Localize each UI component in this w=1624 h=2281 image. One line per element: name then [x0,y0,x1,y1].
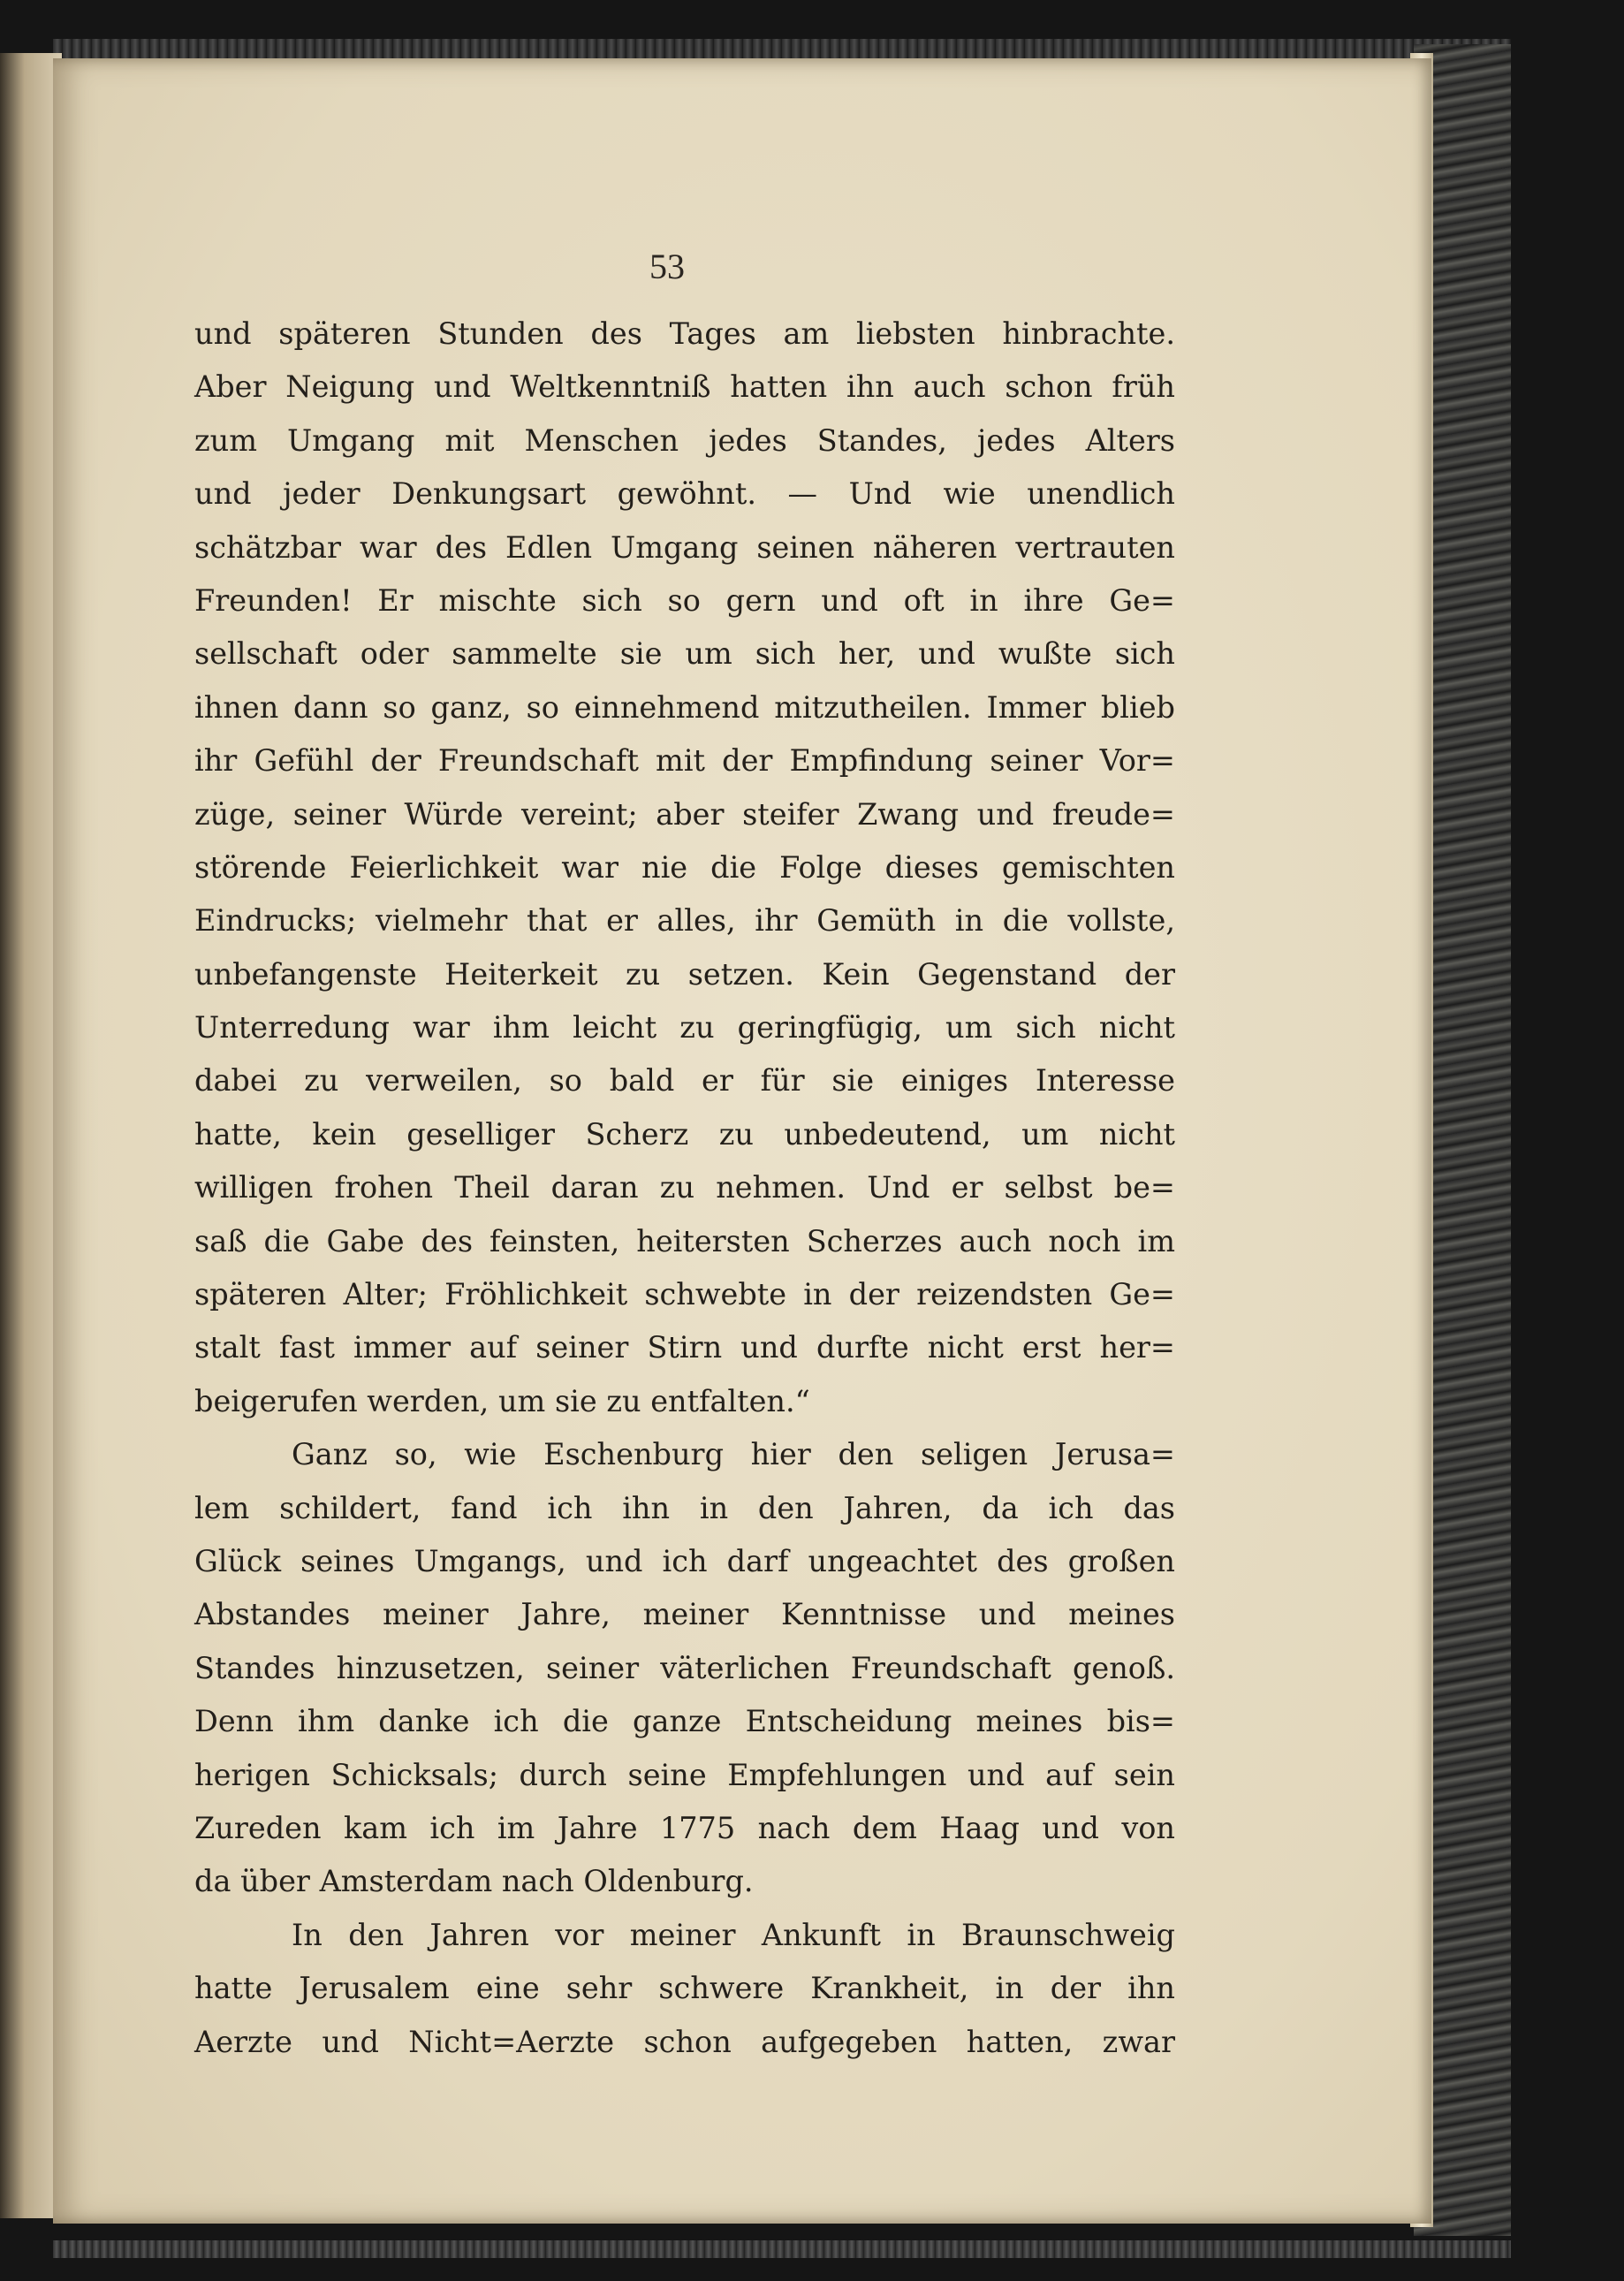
text-line: schätzbar war des Edlen Umgang seinen näheren vertrauten [194,529,1175,565]
text-line: züge, seiner Würde vereint; aber steifer Zwang und freude= [194,796,1175,832]
text-line: sellschaft oder sammelte sie um sich her, und wußte sich [194,636,1175,672]
page-number: 53 [649,247,685,286]
text-line: hatte Jerusalem eine sehr schwere Krankheit, in der ihn [194,1971,1175,2006]
book-top-edge [53,39,1511,58]
text-line: Freunden! Er mischte sich so gern und oft in ihre Ge= [194,582,1175,618]
text-line: störende Feierlichkeit war nie die Folge dieses gemischten [194,849,1175,885]
text-line: willigen frohen Theil daran zu nehmen. Und er selbst be= [194,1170,1175,1205]
text-line: stalt fast immer auf seiner Stirn und durfte nicht erst her= [194,1330,1175,1365]
text-line: Glück seines Umgangs, und ich darf ungeachtet des großen [194,1543,1175,1578]
text-line: Aber Neigung und Weltkenntniß hatten ihn auch schon früh [194,369,1175,405]
text-line: hatte, kein geselliger Scherz zu unbedeutend, um nicht [194,1116,1175,1152]
paragraph-first-line: In den Jahren vor meiner Ankunft in Braunschweig [292,1917,1175,1952]
text-line: ihr Gefühl der Freundschaft mit der Empfindung seiner Vor= [194,743,1175,779]
text-line: da über Amsterdam nach Oldenburg. [194,1864,754,1899]
text-line: dabei zu verweilen, so bald er für sie einiges Interesse [194,1063,1175,1099]
text-line: Eindrucks; vielmehr that er alles, ihr Gemüth in die vollste, [194,903,1175,939]
text-line: und späteren Stunden des Tages am liebsten hinbrachte. [194,316,1175,351]
book-bottom-edge [53,2240,1511,2258]
text-line: beigerufen werden, um sie zu entfalten.“ [194,1383,810,1418]
text-line: Unterredung war ihm leicht zu geringfügig, um sich nicht [194,1010,1175,1045]
text-line: lem schildert, fand ich ihn in den Jahren, da ich das [194,1490,1175,1525]
text-line: Aerzte und Nicht=Aerzte schon aufgegeben hatten, zwar [194,2024,1175,2059]
text-line: Denn ihm danke ich die ganze Entscheidung meines bis= [194,1704,1175,1739]
text-line: zum Umgang mit Menschen jedes Standes, jedes Alters [194,422,1175,458]
paragraph-first-line: Ganz so, wie Eschenburg hier den seligen Jerusa= [292,1437,1175,1472]
text-line: unbefangenste Heiterkeit zu setzen. Kein Gegenstand der [194,956,1175,992]
text-line: späteren Alter; Fröhlichkeit schwebte in der reizendsten Ge= [194,1277,1175,1312]
text-line: Abstandes meiner Jahre, meiner Kenntnisse und meines [194,1597,1175,1632]
text-line: Standes hinzusetzen, seiner väterlichen Freundschaft genoß. [194,1650,1175,1685]
text-line: und jeder Denkungsart gewöhnt. — Und wie unendlich [194,476,1175,512]
text-line: herigen Schicksals; durch seine Empfehlungen und auf sein [194,1757,1175,1792]
page-body-text [194,308,1175,2069]
text-line: ihnen dann so ganz, so einnehmend mitzutheilen. Immer blieb [194,689,1175,725]
text-line: saß die Gabe des feinsten, heitersten Scherzes auch noch im [194,1223,1175,1258]
text-line: Zureden kam ich im Jahre 1775 nach dem Haag und von [194,1810,1175,1845]
